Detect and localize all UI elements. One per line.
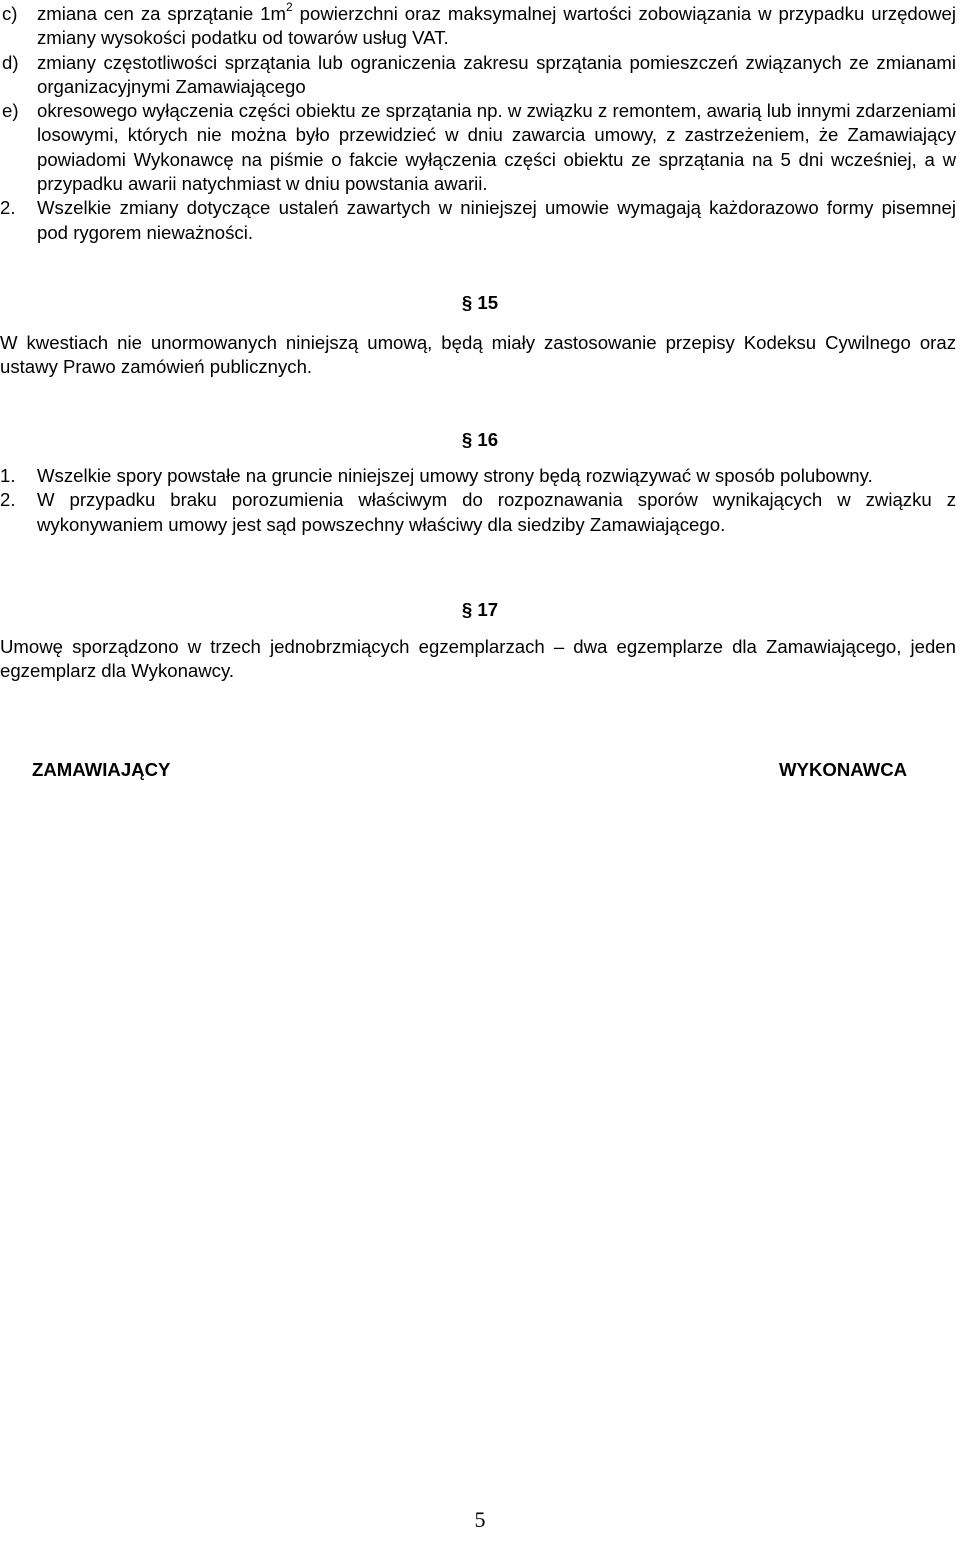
item-e-text: okresowego wyłączenia części obiektu ze sprzątania np. w związku z remontem, awarią lub innymi zdarzeniami losowymi, których nie można było przewidzieć w dniu zawarcia umowy, z zastrzeżeniem, że Zamawiający powiadomi Wykonawcę na piśmie o fakcie wyłączenia części obiektu ze sprzątania na 5 dni wcześniej, a w przypadku awarii natychmiast w dniu powstania awarii. bbox=[37, 100, 956, 195]
section-17-paragraph: Umowę sporządzono w trzech jednobrzmiących egzemplarzach – dwa egzemplarze dla Zamawiającego, jeden egzemplarz dla Wykonawcy. bbox=[0, 636, 956, 682]
list-item-1 bbox=[0, 464, 956, 488]
superscript: 2 bbox=[286, 0, 293, 14]
list-marker: e) bbox=[2, 100, 19, 122]
item-d-text: zmiany częstotliwości sprzątania lub ograniczenia zakresu sprzątania pomieszczeń związanych ze zmianami organizacyjnymi Zamawiającego bbox=[37, 51, 956, 97]
list-item-e bbox=[0, 99, 956, 196]
section-17-heading: § 17 bbox=[461, 599, 499, 620]
section-14-continuation bbox=[0, 2, 956, 245]
item-2-text: W przypadku braku porozumienia właściwym do rozpoznawania sporów wynikających w związku z wykonywaniem umowy jest sąd powszechny właściwy dla siedziby Zamawiającego. bbox=[37, 489, 956, 535]
section-15-heading: § 15 bbox=[461, 292, 499, 313]
list-marker: 2. bbox=[0, 489, 16, 511]
list-marker: 1. bbox=[0, 465, 16, 486]
signature-zamawiajacy: ZAMAWIAJĄCY bbox=[32, 759, 171, 780]
section-16-heading: § 16 bbox=[461, 429, 499, 450]
list-marker: 2. bbox=[0, 197, 16, 219]
list-marker: c) bbox=[2, 3, 18, 24]
list-item-c bbox=[0, 2, 956, 51]
list-marker: d) bbox=[2, 51, 19, 73]
list-item-d bbox=[0, 51, 956, 100]
page-number: 5 bbox=[474, 1507, 486, 1532]
list-item-2 bbox=[0, 196, 956, 245]
section-16-list bbox=[0, 464, 956, 537]
section-15-paragraph: W kwestiach nie unormowanych niniejszą umową, będą miały zastosowanie przepisy Kodeksu Cywilnego oraz ustawy Prawo zamówień publicznych. bbox=[0, 332, 956, 378]
list-item-2 bbox=[0, 488, 956, 537]
item-c-text: zmiana cen za sprzątanie $1m^2$ powierzchni oraz maksymalnej wartości zobowiązania w przypadku urzędowej zmiany wysokości podatku od towarów usług VAT. bbox=[37, 0, 956, 49]
signature-wykonawca: WYKONAWCA bbox=[779, 759, 908, 780]
item-1-text: Wszelkie spory powstałe na gruncie niniejszej umowy strony będą rozwiązywać w sposób polubowny. bbox=[37, 465, 873, 486]
item-2-text: Wszelkie zmiany dotyczące ustaleń zawartych w niniejszej umowie wymagają każdorazowo formy pisemnej pod rygorem nieważności. bbox=[37, 197, 956, 243]
